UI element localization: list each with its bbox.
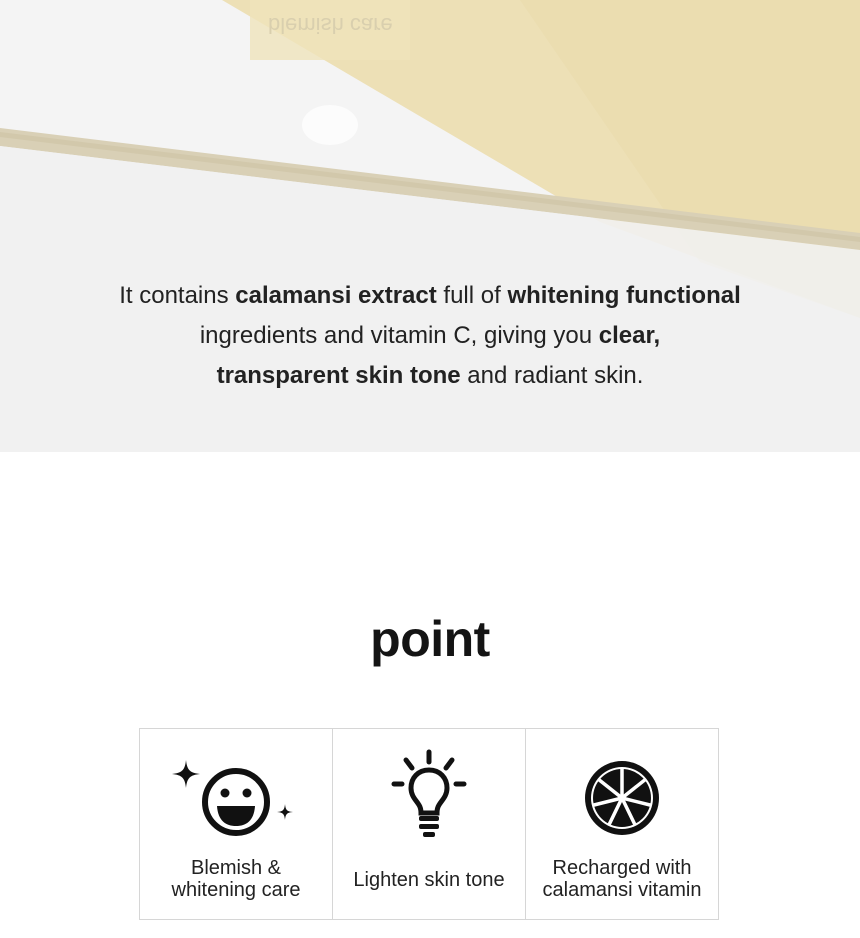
hero-line-3 <box>0 356 860 396</box>
point-label-line: Lighten skin tone <box>353 869 505 891</box>
hero-line-1 <box>0 276 860 316</box>
hero-bold-segment: transparent skin tone <box>216 362 461 389</box>
hero-bold-segment: calamansi extract <box>235 282 437 309</box>
hero-text-segment: It contains <box>119 282 236 309</box>
point-label-calamansi <box>526 857 718 901</box>
point-label-blemish <box>140 857 332 901</box>
points-grid <box>139 728 719 920</box>
point-card-lighten <box>332 729 525 919</box>
point-label-lighten <box>333 869 525 891</box>
hero-text-segment: full of <box>436 282 508 309</box>
point-label-line: Blemish & <box>190 857 282 879</box>
point-label-line: whitening care <box>171 879 301 901</box>
section-title: point <box>370 611 490 667</box>
hero-text-segment: ingredients and vitamin C, giving you <box>199 322 599 349</box>
hero-bold-segment: clear, <box>598 322 661 349</box>
point-card-calamansi <box>525 729 718 919</box>
point-label-line: calamansi vitamin <box>542 879 702 901</box>
hero-description <box>0 276 860 396</box>
smiley-sparkle-icon <box>140 741 332 851</box>
point-card-blemish <box>140 729 332 919</box>
hero-bold-segment: whitening functional <box>507 282 741 309</box>
hero-banner <box>0 0 860 452</box>
citrus-slice-icon <box>526 741 718 851</box>
bottle-label-text: blemish care <box>268 13 393 38</box>
hero-line-2 <box>0 316 860 356</box>
lightbulb-icon <box>333 741 525 851</box>
hero-text-segment: and radiant skin. <box>460 362 644 389</box>
point-label-line: Recharged with <box>552 857 692 879</box>
